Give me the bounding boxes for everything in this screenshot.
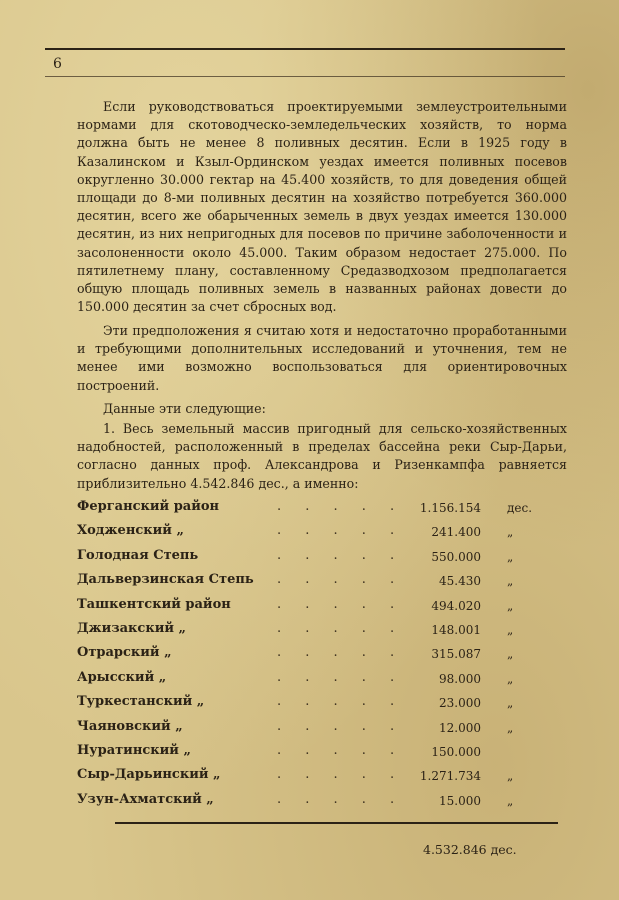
row-name: Узун-Ахматский „: [77, 791, 214, 807]
row-unit: „: [507, 769, 514, 784]
leader-dots: . . . . .: [277, 572, 405, 588]
table-row: [77, 521, 537, 545]
row-unit: дес.: [507, 501, 533, 515]
row-value: 494.020: [431, 598, 481, 613]
row-name: Дальверзинская Степь: [77, 572, 254, 588]
header-rule-thin: [45, 76, 565, 77]
table-row: [77, 668, 537, 692]
row-unit: „: [507, 525, 514, 540]
row-value: 23.000: [439, 696, 481, 711]
leader-dots: . . . . .: [277, 523, 405, 539]
leader-dots: . . . . .: [277, 718, 405, 734]
leader-dots: . . . . .: [277, 767, 405, 783]
row-name: Чаяновский „: [77, 718, 183, 734]
row-value: 45.430: [439, 574, 481, 589]
table-row: [77, 692, 537, 716]
row-unit: „: [507, 574, 514, 589]
row-name: Туркестанский „: [77, 694, 205, 710]
leader-dots: . . . . .: [277, 645, 405, 661]
sum-rule: [115, 822, 558, 824]
leader-dots: . . . . .: [277, 694, 405, 710]
row-name: Сыр-Дарьинский „: [77, 767, 221, 783]
row-value: 241.400: [431, 525, 481, 540]
row-value: 150.000: [431, 744, 481, 759]
paragraph-text: Если руководствоваться проектируемыми землеустроительными нормами для скотоводческо-земледельческих хозяйств, то норма должна быть не менее 8 поливных десятин. Если в 1925 году в Казалинском и Кзыл-Ординском уездах имеется поливных посевов округленно 30.000 гектар на 45.400 хозяйств, то для доведения общей площади до 8-ми поливных десятин на хозяйство потребуется 360.000 десятин, всего же обарыченных земель в двух уездах имеется 130.000 десятин, из них непригодных для посевов по причине заболоченности и засолоненности около 45.000. Таким образом недостает 275.000. По пятилетнему плану, составленному Средазводхозом предполагается общую площадь поливных земель в названных районах довести до 150.000 десятин за счет сбросных вод.: [77, 99, 567, 315]
leader-dots: . . . . .: [277, 499, 405, 514]
leader-dots: . . . . .: [277, 596, 405, 612]
row-name: Арысский „: [77, 669, 167, 685]
table-row: [77, 497, 537, 521]
leader-dots: . . . . .: [277, 742, 405, 758]
row-unit: „: [507, 793, 514, 808]
row-value: 315.087: [431, 647, 481, 662]
table-row: [77, 643, 537, 667]
header-rule: [45, 48, 565, 50]
table-row: [77, 595, 537, 619]
leader-dots: . . . . .: [277, 669, 405, 685]
paragraph-4: [77, 420, 567, 493]
row-name: Ферганский район: [77, 499, 220, 514]
row-value: 12.000: [439, 720, 481, 735]
paragraph-text: Эти предположения я считаю хотя и недостаточно проработанными и требующими дополнительных исследований и уточнения, тем не менее ими возможно воспользоваться для ориентировочных построений.: [77, 323, 567, 393]
table-row: [77, 546, 537, 570]
row-value: 1.156.154: [419, 501, 481, 515]
table-row: [77, 619, 537, 643]
row-value: 550.000: [431, 549, 481, 564]
row-name: Джизакский „: [77, 620, 187, 636]
paragraph-text: 1. Весь земельный массив пригодный для сельско-хозяйственных надобностей, расположенный в пределах бассейна реки Сыр-Дарьи, согласно данных проф. Александрова и Ризенкампфа равняется приблизительно 4.542.846 дес., а именно:: [77, 421, 567, 491]
row-unit: „: [507, 671, 514, 686]
row-unit: „: [507, 549, 514, 564]
paragraph-text: Данные эти следующие:: [103, 401, 266, 416]
row-unit: „: [507, 696, 514, 711]
row-name: Ташкентский район: [77, 596, 231, 612]
row-name: Нуратинский „: [77, 742, 191, 758]
table-row: [77, 765, 537, 789]
row-value: 148.001: [431, 622, 481, 637]
row-value: 1.271.734: [419, 769, 481, 784]
row-value: 98.000: [439, 671, 481, 686]
table-row: [77, 790, 537, 814]
table-row: [77, 717, 537, 741]
page-number: 6: [53, 56, 62, 72]
total-value: 4.532.846 дес.: [423, 842, 517, 857]
row-unit: „: [507, 622, 514, 637]
row-name: Голодная Степь: [77, 547, 199, 563]
leader-dots: . . . . .: [277, 791, 405, 807]
row-unit: „: [507, 598, 514, 613]
row-name: Ходженский „: [77, 523, 184, 539]
land-table: [77, 497, 537, 814]
leader-dots: . . . . .: [277, 620, 405, 636]
row-unit: „: [507, 720, 514, 735]
leader-dots: . . . . .: [277, 547, 405, 563]
row-name: Отрарский „: [77, 645, 172, 661]
table-row: [77, 570, 537, 594]
paragraph-2: [77, 322, 567, 395]
row-value: 15.000: [439, 793, 481, 808]
row-unit: „: [507, 647, 514, 662]
paragraph-3: [77, 400, 567, 418]
table-row: [77, 741, 537, 765]
paragraph-1: [77, 98, 567, 316]
